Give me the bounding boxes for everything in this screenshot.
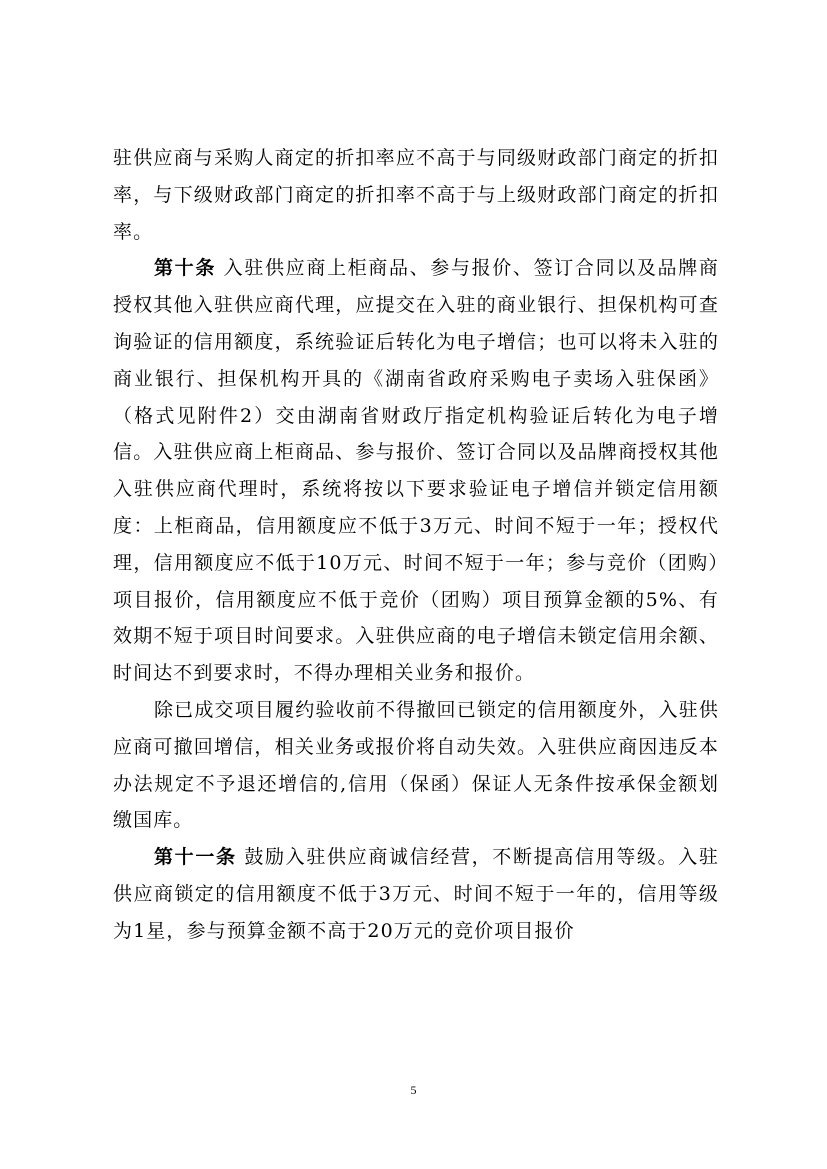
paragraph-text: 除已成交项目履约验收前不得撤回已锁定的信用额度外，入驻供应商可撤回增信，相关业务或报价将自动失效。入驻供应商因违反本办法规定不予退还增信的,信用（保函）保证人无条件按承保金额划缴国库。	[113, 698, 719, 832]
paragraph-continuation	[113, 140, 719, 250]
paragraph-text: 入驻供应商上柜商品、参与报价、签订合同以及品牌商授权其他入驻供应商代理，应提交在入驻的商业银行、担保机构可查询验证的信用额度，系统验证后转化为电子增信；也可以将未入驻的商业银行、担保机构开具的《湖南省政府采购电子卖场入驻保函》（格式见附件2）交由湖南省财政厅指定机构验证后转化为电子增信。入驻供应商上柜商品、参与报价、签订合同以及品牌商授权其他入驻供应商代理时，系统将按以下要求验证电子增信并锁定信用额度：上柜商品，信用额度应不低于3万元、时间不短于一年；授权代理，信用额度应不低于10万元、时间不短于一年；参与竞价（团购）项目报价，信用额度应不低于竞价（团购）项目预算金额的5%、有效期不短于项目时间要求。入驻供应商的电子增信未锁定信用余额、时间达不到要求时，不得办理相关业务和报价。	[113, 257, 719, 685]
page-number: 5	[410, 1083, 417, 1097]
document-body	[113, 140, 719, 950]
paragraph-text: 驻供应商与采购人商定的折扣率应不高于与同级财政部门商定的折扣率，与下级财政部门商定的折扣率不高于与上级财政部门商定的折扣率。	[113, 147, 719, 243]
article-10-paragraph	[113, 250, 719, 692]
article-heading: 第十一条	[154, 846, 237, 869]
withdrawal-paragraph	[113, 692, 719, 839]
article-heading: 第十条	[154, 257, 216, 280]
paragraph-text: 鼓励入驻供应商诚信经营，不断提高信用等级。入驻供应商锁定的信用额度不低于3万元、时间不短于一年的，信用等级为1星，参与预算金额不高于20万元的竞价项目报价	[113, 846, 719, 942]
article-11-paragraph	[113, 839, 719, 949]
